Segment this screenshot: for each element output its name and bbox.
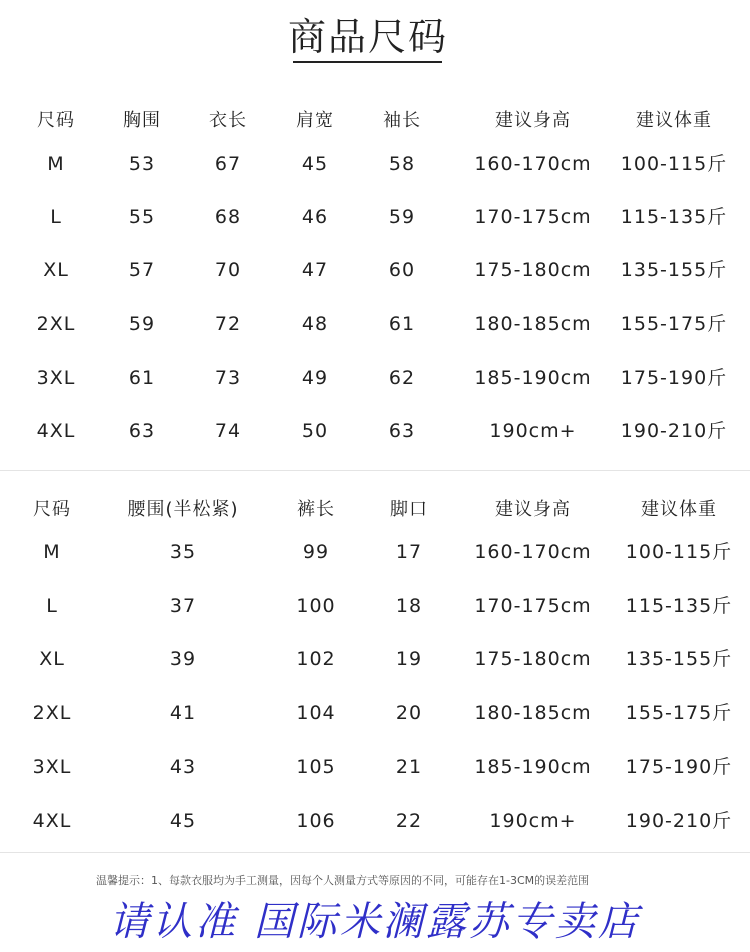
header-cell: 尺码 (37, 110, 75, 131)
table-cell: 17 (395, 541, 423, 563)
table-cell: 100-115斤 (620, 153, 728, 175)
table-cell: 57 (128, 259, 156, 281)
table-row (0, 199, 750, 235)
table-cell: 175-190斤 (620, 367, 728, 389)
table-cell: XL (43, 259, 69, 281)
table-cell: 2XL (36, 313, 76, 335)
table-cell: 49 (301, 367, 329, 389)
header-cell: 建议体重 (641, 499, 717, 520)
table-cell: 160-170cm (474, 541, 592, 563)
table-cell: 22 (395, 810, 423, 832)
table-cell: 18 (395, 595, 423, 617)
table-cell: 180-185cm (474, 702, 592, 724)
table-cell: 102 (296, 648, 336, 670)
header-cell: 脚口 (390, 499, 428, 520)
table-cell: 68 (214, 206, 242, 228)
table-cell: 72 (214, 313, 242, 335)
table-cell: 59 (128, 313, 156, 335)
header-cell: 建议身高 (495, 110, 571, 131)
table-row (0, 534, 750, 570)
table-row (0, 641, 750, 677)
table-cell: 190-210斤 (620, 420, 728, 442)
table-cell: 21 (395, 756, 423, 778)
table-cell: 185-190cm (474, 367, 592, 389)
header-cell: 衣长 (209, 110, 247, 131)
table-cell: 74 (214, 420, 242, 442)
table-cell: 35 (169, 541, 197, 563)
table-row (0, 252, 750, 288)
header-cell: 建议身高 (495, 499, 571, 520)
table-cell: 3XL (32, 756, 72, 778)
table-row (0, 695, 750, 731)
section-divider (0, 470, 750, 471)
table-cell: 47 (301, 259, 329, 281)
table-cell: 61 (128, 367, 156, 389)
table-cell: 99 (302, 541, 330, 563)
table-cell: 160-170cm (474, 153, 592, 175)
table-cell: 45 (301, 153, 329, 175)
page-title: 商品尺码 (287, 15, 448, 59)
table-cell: 190-210斤 (625, 810, 733, 832)
table-cell: 2XL (32, 702, 72, 724)
table-row (0, 413, 750, 449)
table-row (0, 306, 750, 342)
table-cell: 63 (128, 420, 156, 442)
title-underline (293, 61, 442, 63)
table-cell: 135-155斤 (625, 648, 733, 670)
measurement-notice: 温馨提示：1、每款衣服均为手工测量，因每个人测量方式等原因的不同，可能存在1-3CM的误差范围 (96, 874, 590, 887)
table-cell: 170-175cm (474, 206, 592, 228)
header-cell: 腰围(半松紧) (127, 499, 239, 520)
header-cell: 胸围 (123, 110, 161, 131)
table-cell: 105 (296, 756, 336, 778)
table-cell: 175-180cm (474, 259, 592, 281)
table-cell: 73 (214, 367, 242, 389)
section-divider (0, 852, 750, 853)
table-cell: 100-115斤 (625, 541, 733, 563)
header-cell: 裤长 (297, 499, 335, 520)
table-cell: 4XL (36, 420, 76, 442)
table-cell: 135-155斤 (620, 259, 728, 281)
table-cell: 46 (301, 206, 329, 228)
table-cell: 3XL (36, 367, 76, 389)
table-cell: 59 (388, 206, 416, 228)
table-cell: 115-135斤 (620, 206, 728, 228)
table-cell: 41 (169, 702, 197, 724)
table-cell: 19 (395, 648, 423, 670)
table-cell: 4XL (32, 810, 72, 832)
table-cell: L (46, 595, 58, 617)
table-cell: XL (39, 648, 65, 670)
table-cell: 62 (388, 367, 416, 389)
table-cell: 60 (388, 259, 416, 281)
table-cell: 67 (214, 153, 242, 175)
table-cell: L (50, 206, 62, 228)
table-cell: 106 (296, 810, 336, 832)
table-cell: 43 (169, 756, 197, 778)
table-cell: 104 (296, 702, 336, 724)
header-cell: 肩宽 (296, 110, 334, 131)
table-cell: 61 (388, 313, 416, 335)
table-cell: 175-180cm (474, 648, 592, 670)
table-cell: 180-185cm (474, 313, 592, 335)
table-cell: 48 (301, 313, 329, 335)
table-row (0, 360, 750, 396)
table-cell: 190cm+ (489, 810, 577, 832)
table-row (0, 588, 750, 624)
table-cell: 53 (128, 153, 156, 175)
table-cell: 170-175cm (474, 595, 592, 617)
table-header-row (0, 492, 750, 528)
table-cell: 55 (128, 206, 156, 228)
header-cell: 袖长 (383, 110, 421, 131)
table-cell: 39 (169, 648, 197, 670)
table-cell: M (43, 541, 61, 563)
store-banner-text: 请认准 国际米澜露苏专卖店 (109, 899, 641, 945)
table-cell: 100 (296, 595, 336, 617)
table-cell: 70 (214, 259, 242, 281)
header-cell: 尺码 (33, 499, 71, 520)
table-cell: M (47, 153, 65, 175)
table-row (0, 146, 750, 182)
table-cell: 185-190cm (474, 756, 592, 778)
table-cell: 20 (395, 702, 423, 724)
table-header-row (0, 103, 750, 139)
table-cell: 50 (301, 420, 329, 442)
table-row (0, 803, 750, 839)
header-cell: 建议体重 (636, 110, 712, 131)
table-cell: 58 (388, 153, 416, 175)
table-cell: 115-135斤 (625, 595, 733, 617)
table-cell: 63 (388, 420, 416, 442)
table-cell: 175-190斤 (625, 756, 733, 778)
table-cell: 190cm+ (489, 420, 577, 442)
table-cell: 37 (169, 595, 197, 617)
table-cell: 155-175斤 (625, 702, 733, 724)
table-row (0, 749, 750, 785)
store-banner (0, 888, 750, 952)
table-cell: 45 (169, 810, 197, 832)
table-cell: 155-175斤 (620, 313, 728, 335)
